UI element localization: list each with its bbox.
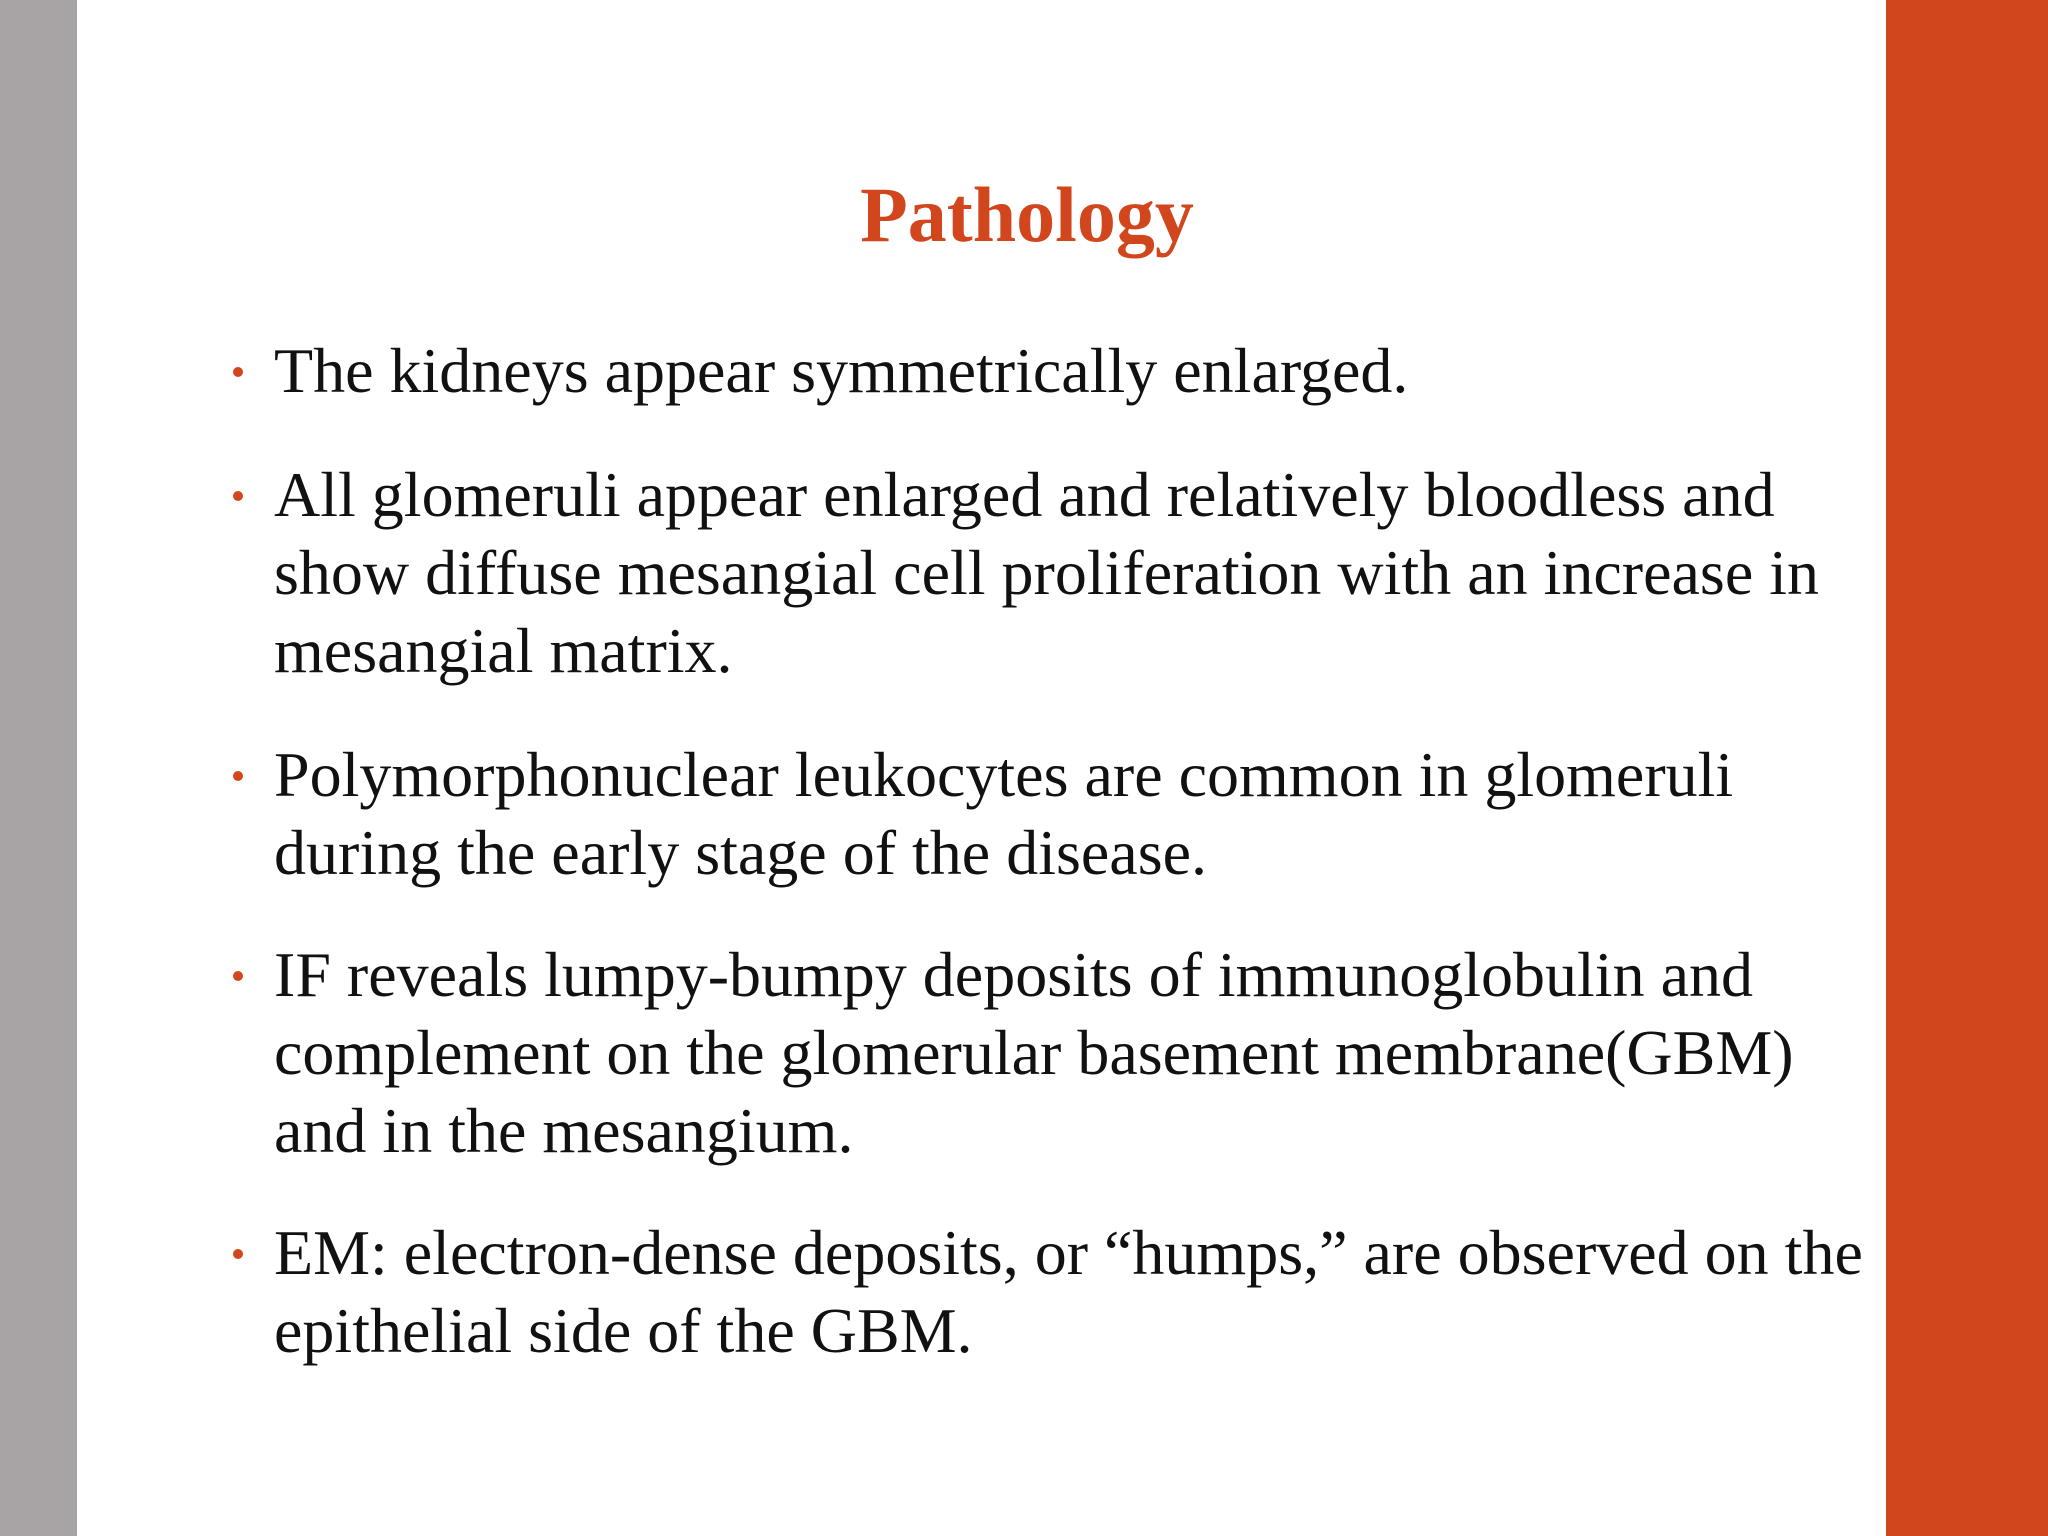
bullet-text: EM: electron-dense deposits, or “humps,” are observed on the epithelial side of the GBM. bbox=[274, 1217, 1863, 1366]
bullet-dot-icon bbox=[233, 971, 243, 981]
bullet-item bbox=[225, 332, 1875, 410]
bullet-item bbox=[225, 936, 1875, 1170]
bullet-dot-icon bbox=[233, 367, 243, 377]
bullet-item bbox=[225, 1214, 1875, 1370]
left-decorative-bar bbox=[0, 0, 77, 1536]
bullet-dot-icon bbox=[233, 1249, 243, 1259]
bullet-text: All glomeruli appear enlarged and relatively bloodless and show diffuse mesangial cell proliferation with an increase in mesangial matrix. bbox=[274, 459, 1819, 686]
bullet-item bbox=[225, 736, 1875, 892]
bullet-text: Polymorphonuclear leukocytes are common in glomeruli during the early stage of the disease. bbox=[274, 739, 1734, 888]
bullet-list bbox=[225, 332, 1875, 1370]
slide-title: Pathology bbox=[860, 171, 1194, 258]
bullet-dot-icon bbox=[233, 771, 243, 781]
bullet-text: IF reveals lumpy-bumpy deposits of immunoglobulin and complement on the glomerular basement membrane(GBM) and in the mesangium. bbox=[274, 939, 1794, 1166]
bullet-item bbox=[225, 456, 1875, 690]
bullet-text: The kidneys appear symmetrically enlarged. bbox=[274, 335, 1409, 406]
bullet-dot-icon bbox=[233, 491, 243, 501]
